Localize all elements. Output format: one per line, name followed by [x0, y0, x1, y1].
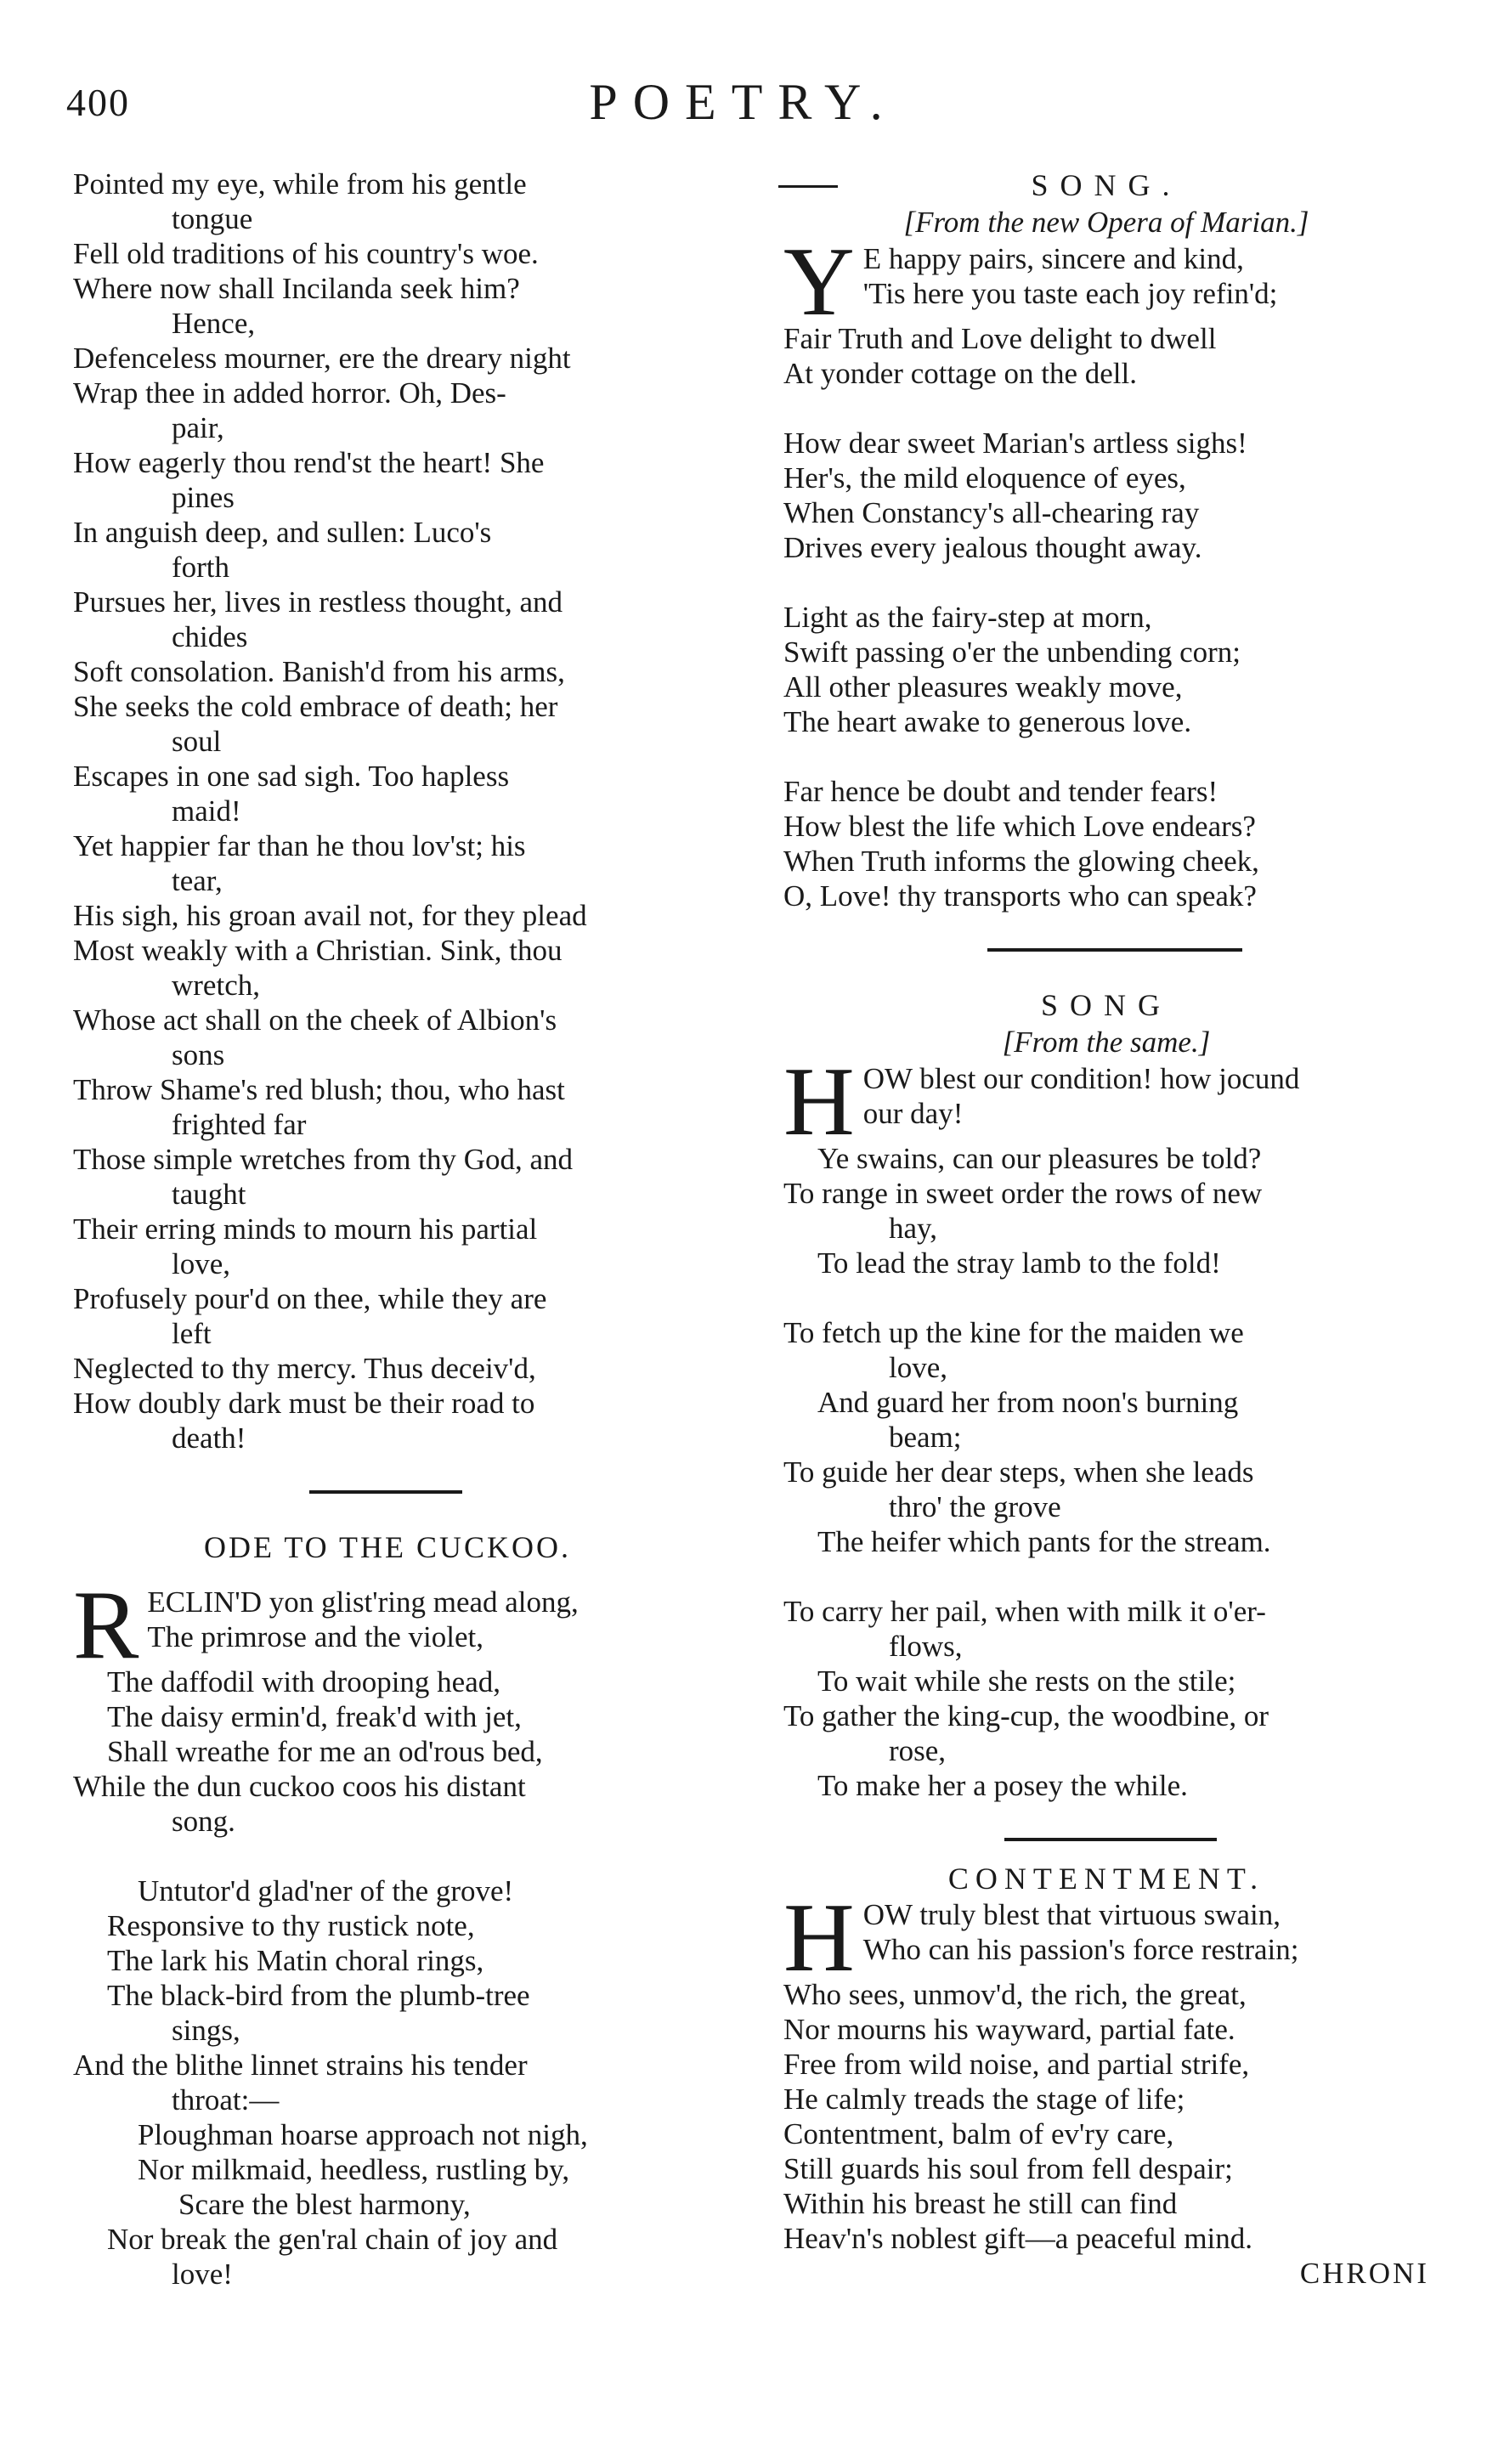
ode-stanza-1 — [73, 1664, 702, 1839]
poem-line: Her's, the mild eloquence of eyes, — [783, 461, 1186, 494]
poem-line: To lead the stray lamb to the fold! — [817, 1246, 1221, 1280]
poem-line: How eagerly thou rend'st the heart! She — [73, 446, 545, 479]
poem-line: In anguish deep, and sullen: Luco's — [73, 516, 492, 549]
poem-line: thro' the grove — [889, 1490, 1061, 1523]
poem-line: Light as the fairy-step at morn, — [783, 601, 1152, 634]
poem-line: forth — [172, 551, 230, 584]
poem-line: flows, — [889, 1630, 963, 1663]
poem-line: The daffodil with drooping head, — [107, 1665, 500, 1698]
poem-line: tear, — [172, 864, 223, 897]
poem-continuation — [73, 167, 702, 1455]
contentment-opening — [783, 1897, 1429, 1977]
poem-line: At yonder cottage on the dell. — [783, 357, 1137, 390]
poem-line: Scare the blest harmony, — [178, 2188, 471, 2221]
running-title: POETRY. — [589, 74, 898, 130]
poem-line: ECLIN'D yon glist'ring mead along, — [147, 1585, 579, 1619]
poem-line: beam; — [889, 1421, 962, 1454]
drop-cap: Y — [783, 241, 855, 321]
poem-line: pines — [172, 481, 235, 514]
poem-line: our day! — [862, 1097, 964, 1130]
poem-line: death! — [172, 1421, 246, 1455]
poem-line: Swift passing o'er the unbending corn; — [783, 636, 1241, 669]
contentment-lines — [783, 1977, 1429, 2256]
poem-line: love, — [172, 1247, 231, 1280]
poem-line: Soft consolation. Banish'd from his arms, — [73, 655, 565, 688]
poem-line: chides — [172, 620, 248, 653]
poem-line: Responsive to thy rustick note, — [107, 1909, 475, 1942]
poem-line: E happy pairs, sincere and kind, — [862, 242, 1244, 275]
drop-cap: H — [783, 1897, 855, 1977]
left-column — [73, 167, 702, 2292]
poem-line: sons — [172, 1038, 225, 1071]
poem-line: The lark his Matin choral rings, — [107, 1944, 484, 1977]
poem-line: Nor mourns his wayward, partial fate. — [783, 2013, 1235, 2046]
poem-line: When Constancy's all-chearing ray — [783, 496, 1200, 529]
poem-line: His sigh, his groan avail not, for they plead — [73, 899, 587, 932]
song-1-source: [From the new Opera of Marian.] — [903, 206, 1309, 239]
drop-cap: R — [73, 1585, 139, 1664]
song-2-title: SONG — [1040, 988, 1172, 1022]
poem-line: Pursues her, lives in restless thought, and — [73, 585, 563, 619]
header-dash — [778, 185, 838, 188]
poem-line: song. — [172, 1805, 235, 1838]
poem-line: love, — [889, 1351, 948, 1384]
poem-line: Whose act shall on the cheek of Albion's — [73, 1003, 557, 1037]
poem-line: Drives every jealous thought away. — [783, 531, 1202, 564]
poem-line: Throw Shame's red blush; thou, who hast — [73, 1073, 565, 1106]
poem-line: Profusely pour'd on thee, while they are — [73, 1282, 547, 1315]
poem-line: Most weakly with a Christian. Sink, thou — [73, 934, 563, 967]
poem-line: Far hence be doubt and tender fears! — [783, 775, 1218, 808]
poem-line: How dear sweet Marian's artless sighs! — [783, 427, 1247, 460]
poem-line: Wrap thee in added horror. Oh, Des- — [73, 376, 506, 410]
poem-line: Ploughman hoarse approach not nigh, — [138, 2118, 588, 2151]
poem-line: To guide her dear steps, when she leads — [783, 1455, 1254, 1489]
poem-line: The heifer which pants for the stream. — [817, 1525, 1271, 1558]
poem-line: Nor milkmaid, heedless, rustling by, — [138, 2153, 570, 2186]
page-number: 400 — [66, 81, 130, 124]
song-2-opening — [783, 1061, 1429, 1141]
song-1-opening — [783, 241, 1429, 321]
song-2-source: [From the same.] — [1002, 1026, 1211, 1059]
poem-line: While the dun cuckoo coos his distant — [73, 1770, 526, 1803]
poem-line: To make her a posey the while. — [817, 1769, 1188, 1802]
poem-line: To wait while she rests on the stile; — [817, 1664, 1236, 1698]
song-1-stanza-1 — [783, 321, 1429, 391]
song-2-stanza-1 — [783, 1141, 1429, 1280]
right-column — [783, 167, 1429, 2291]
poem-line: taught — [172, 1178, 246, 1211]
poem-line: hay, — [889, 1212, 938, 1245]
song-1-title: SONG. — [1031, 168, 1182, 202]
poem-line: Fair Truth and Love delight to dwell — [783, 322, 1217, 355]
ode-title: ODE TO THE CUCKOO. — [203, 1530, 572, 1564]
poem-line: How blest the life which Love endears? — [783, 810, 1256, 843]
poem-line: And the blithe linnet strains his tender — [73, 2049, 528, 2082]
poem-line: The daisy ermin'd, freak'd with jet, — [107, 1700, 522, 1733]
poem-line: Their erring minds to mourn his partial — [73, 1212, 538, 1246]
poem-line: The heart awake to generous love. — [783, 705, 1192, 738]
poem-line: soul — [172, 725, 222, 758]
poem-line: He calmly treads the stage of life; — [783, 2083, 1185, 2116]
song-1-stanza-3 — [783, 600, 1429, 739]
ode-opening — [73, 1585, 702, 1664]
poem-line: throat:— — [172, 2083, 280, 2116]
poem-line: left — [172, 1317, 212, 1350]
poem-line: She seeks the cold embrace of death; her — [73, 690, 558, 723]
poem-line: pair, — [172, 411, 224, 444]
ode-stanza-2 — [73, 1873, 702, 2292]
poem-line: To fetch up the kine for the maiden we — [783, 1316, 1244, 1349]
poem-line: To gather the king-cup, the woodbine, or — [783, 1699, 1269, 1732]
poem-line: 'Tis here you taste each joy refin'd; — [862, 277, 1278, 310]
song-1-poem — [783, 241, 1429, 913]
poem-line: Escapes in one sad sigh. Too hapless — [73, 760, 510, 793]
poem-line: love! — [172, 2258, 233, 2291]
catchword: CHRONI — [1299, 2257, 1429, 2290]
poem-line: And guard her from noon's burning — [817, 1386, 1239, 1419]
poem-line: Still guards his soul from fell despair; — [783, 2152, 1233, 2185]
poem-line: Neglected to thy mercy. Thus deceiv'd, — [73, 1352, 536, 1385]
poem-line: OW blest our condition! how jocund — [862, 1062, 1300, 1095]
song-2-stanza-2 — [783, 1315, 1429, 1559]
poem-line: rose, — [889, 1734, 947, 1767]
contentment-title: CONTENTMENT. — [947, 1862, 1265, 1896]
poem-line: All other pleasures weakly move, — [783, 670, 1183, 704]
contentment-poem — [783, 1897, 1429, 2256]
poem-line: Yet happier far than he thou lov'st; his — [73, 829, 526, 862]
poem-line: Those simple wretches from thy God, and — [73, 1143, 574, 1176]
poem-line: Within his breast he still can find — [783, 2187, 1178, 2220]
poem-line: OW truly blest that virtuous swain, — [862, 1898, 1281, 1931]
poem-line: wretch, — [172, 969, 260, 1002]
poem-line: To range in sweet order the rows of new — [783, 1177, 1263, 1210]
poem-line: How doubly dark must be their road to — [73, 1387, 535, 1420]
poem-line: frighted far — [172, 1108, 307, 1141]
drop-cap: H — [783, 1061, 855, 1141]
poem-line: maid! — [172, 794, 241, 828]
poem-line: Pointed my eye, while from his gentle — [73, 167, 527, 201]
poem-line: Contentment, balm of ev'ry care, — [783, 2117, 1174, 2150]
poem-line: sings, — [172, 2014, 240, 2047]
poem-line: Who sees, unmov'd, the rich, the great, — [783, 1978, 1247, 2011]
poem-line: O, Love! thy transports who can speak? — [783, 879, 1257, 913]
song-1-stanza-2 — [783, 426, 1429, 565]
poem-line: Free from wild noise, and partial strife, — [783, 2048, 1250, 2081]
poem-line: Who can his passion's force restrain; — [862, 1933, 1299, 1966]
ode-poem — [73, 1585, 702, 2292]
poem-line: Defenceless mourner, ere the dreary night — [73, 342, 571, 375]
poem-line: Fell old traditions of his country's woe. — [73, 237, 539, 270]
poem-line: The black-bird from the plumb-tree — [107, 1979, 530, 2012]
song-2-stanza-3 — [783, 1594, 1429, 1803]
poem-line: tongue — [172, 202, 253, 235]
poem-line: When Truth informs the glowing cheek, — [783, 845, 1259, 878]
song-2-poem — [783, 1061, 1429, 1803]
song-1-stanza-4 — [783, 774, 1429, 913]
poem-line: The primrose and the violet, — [147, 1620, 483, 1653]
poem-line: Heav'n's noblest gift—a peaceful mind. — [783, 2222, 1253, 2255]
poem-line: Untutor'd glad'ner of the grove! — [138, 1874, 514, 1907]
poem-line: Nor break the gen'ral chain of joy and — [107, 2223, 558, 2256]
poem-line: Shall wreathe for me an od'rous bed, — [107, 1735, 543, 1768]
poem-line: Where now shall Incilanda seek him? — [73, 272, 520, 305]
poem-line: To carry her pail, when with milk it o'er- — [783, 1595, 1266, 1628]
poem-line: Hence, — [172, 307, 256, 340]
poem-line: Ye swains, can our pleasures be told? — [817, 1142, 1262, 1175]
